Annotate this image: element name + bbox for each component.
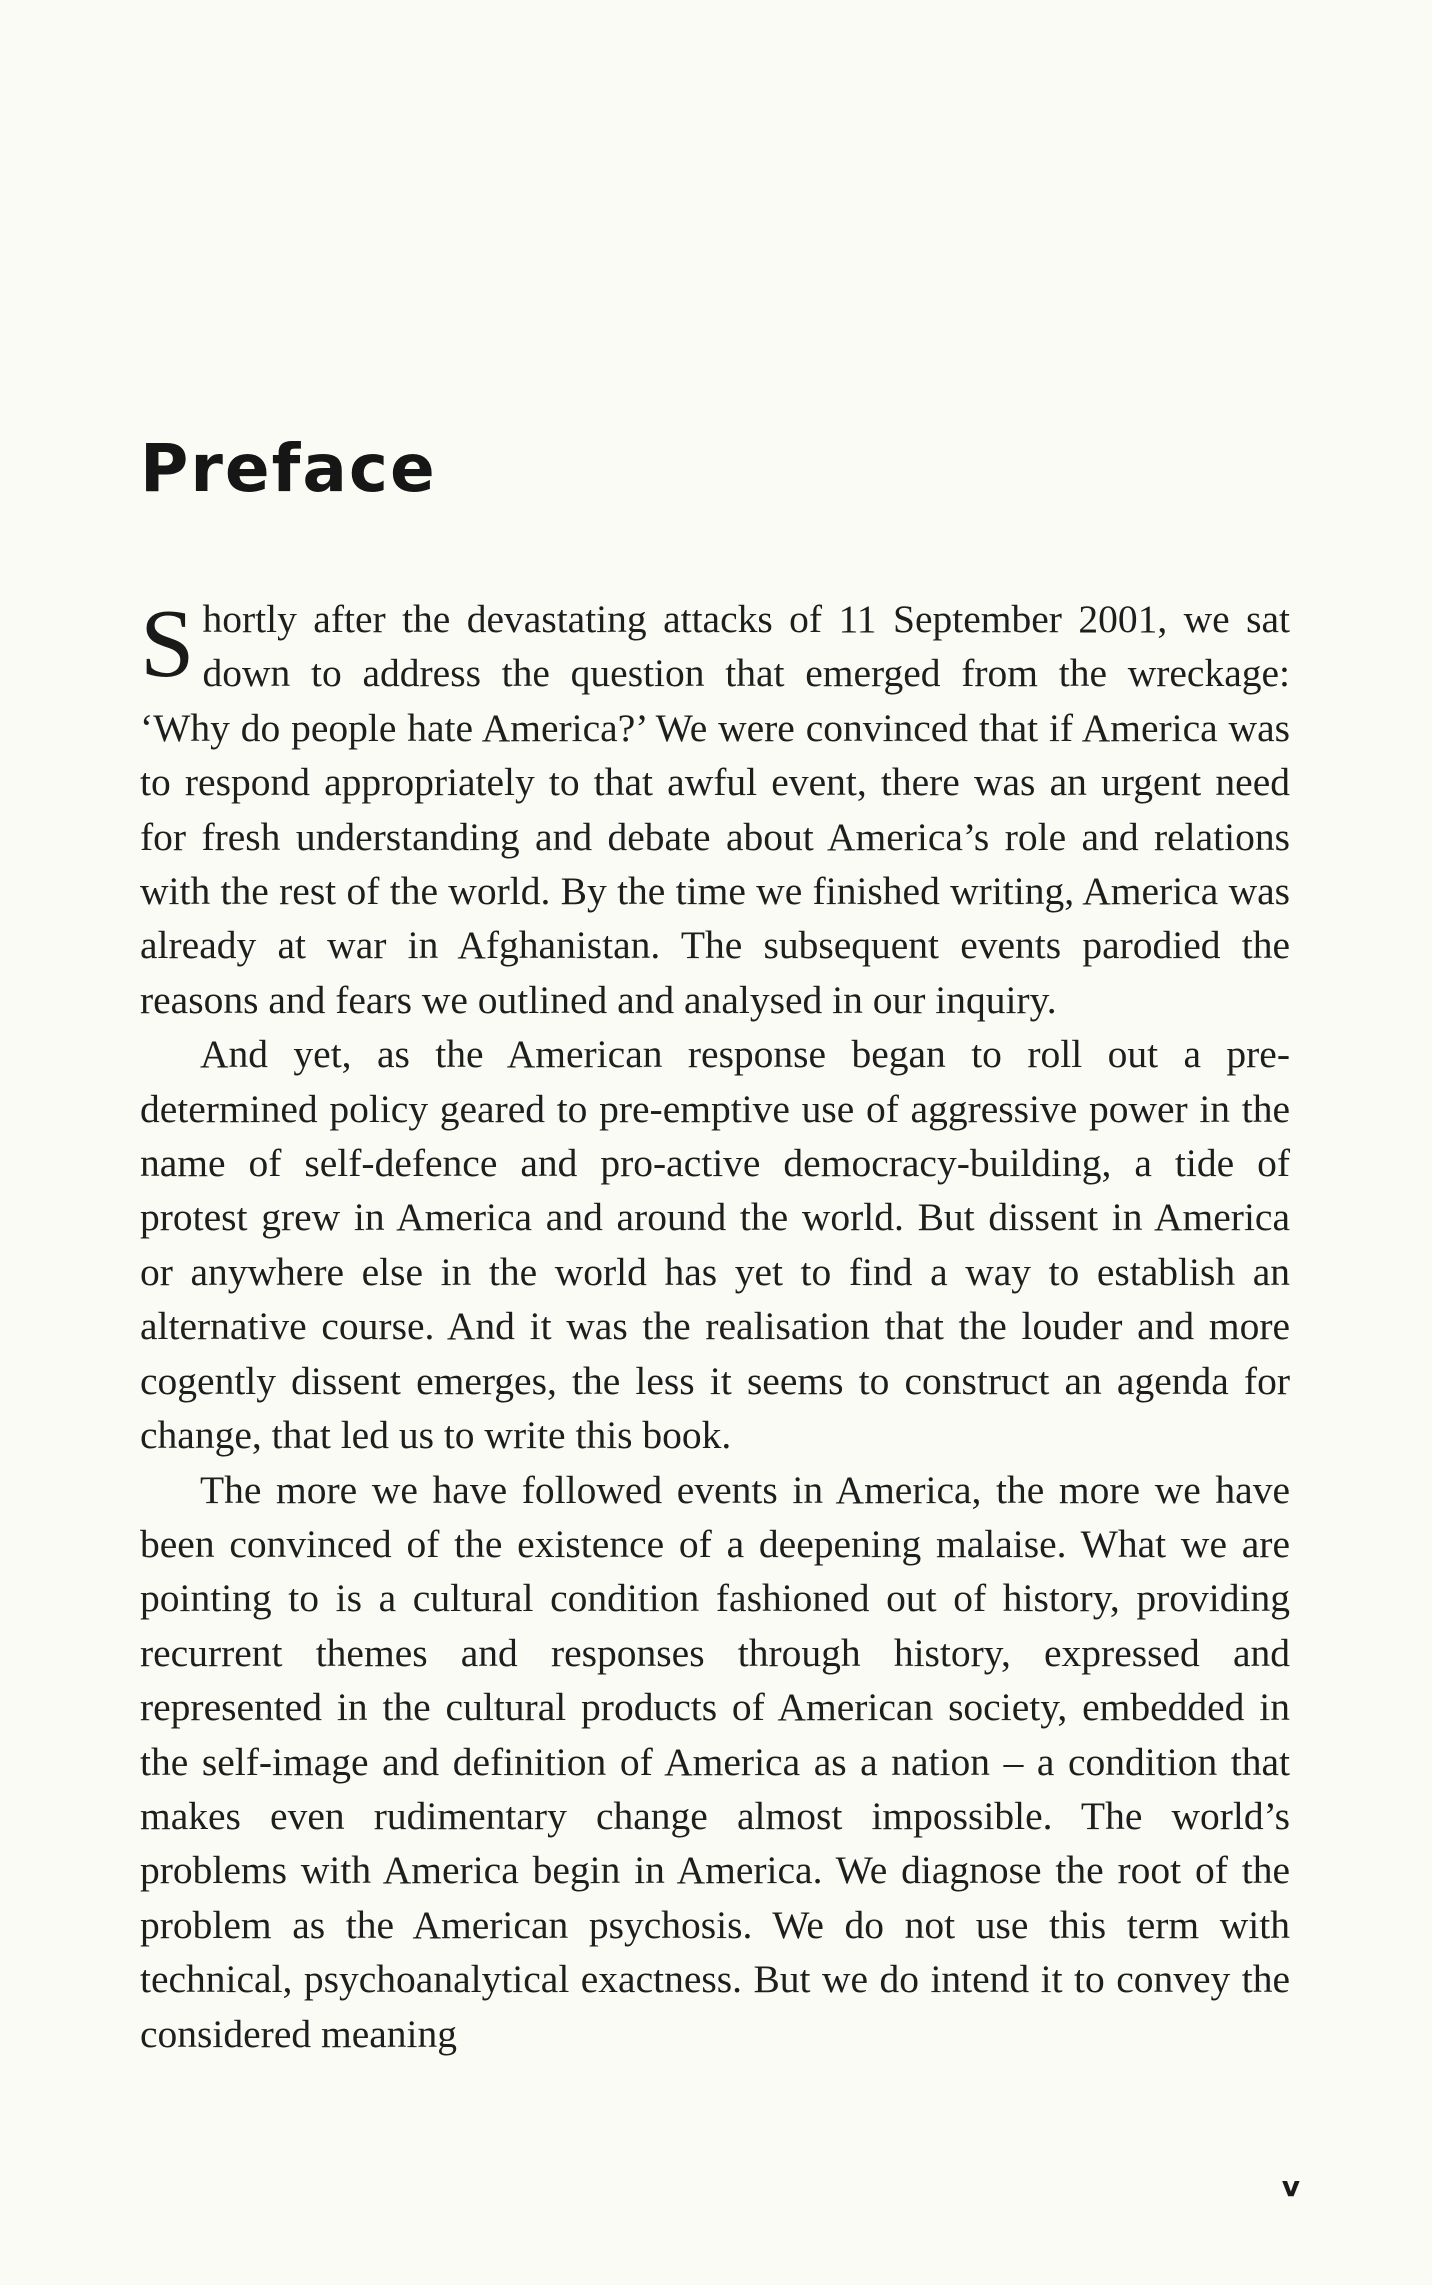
paragraph-2: And yet, as the American response began to roll out a pre-determined policy geared to pre-emptive use of aggressive power in the name of self-defence and pro-active democracy-building, a tide of protest grew in America and around the world. But dissent in America or anywhere else in the world has yet to find a way to establish an alternative course. And it was the realisation that the louder and more cogently dissent emerges, the less it seems to construct an agenda for change, that led us to write this book. <box>140 1032 1290 1458</box>
paragraph-3: The more we have followed events in America, the more we have been convinced of the existence of a deepening malaise. What we are pointing to is a cultural condition fashioned out of history, providing recurrent themes and responses through history, expressed and represented in the cultural products of American society, embedded in the self-image and definition of America as a nation – a condition that makes even rudimentary change almost impossible. The world’s problems with America begin in America. We diagnose the root of the problem as the American psychosis. We do not use this term with technical, psychoanalytical exactness. But we do intend it to convey the considered meaning <box>140 1467 1290 2056</box>
chapter-heading: Preface <box>140 430 437 507</box>
paragraph-1-text: hortly after the devastating attacks of 11 September 2001, we sat down to address the question that emerged from the wreckage: ‘Why do people hate America?’ We were convinced that if America was to respond appropriately to that awful event, there was an urgent need for fresh understanding and debate about America’s role and relations with the rest of the world. By the time we finished writing, America was already at war in Afghanistan. The subsequent events parodied the reasons and fears we outlined and analysed in our inquiry. <box>140 597 1290 1022</box>
body-text <box>140 592 1290 2061</box>
page-number: v <box>1281 2170 1300 2203</box>
drop-cap: S <box>140 590 195 698</box>
paragraph-1 <box>140 592 1290 1027</box>
